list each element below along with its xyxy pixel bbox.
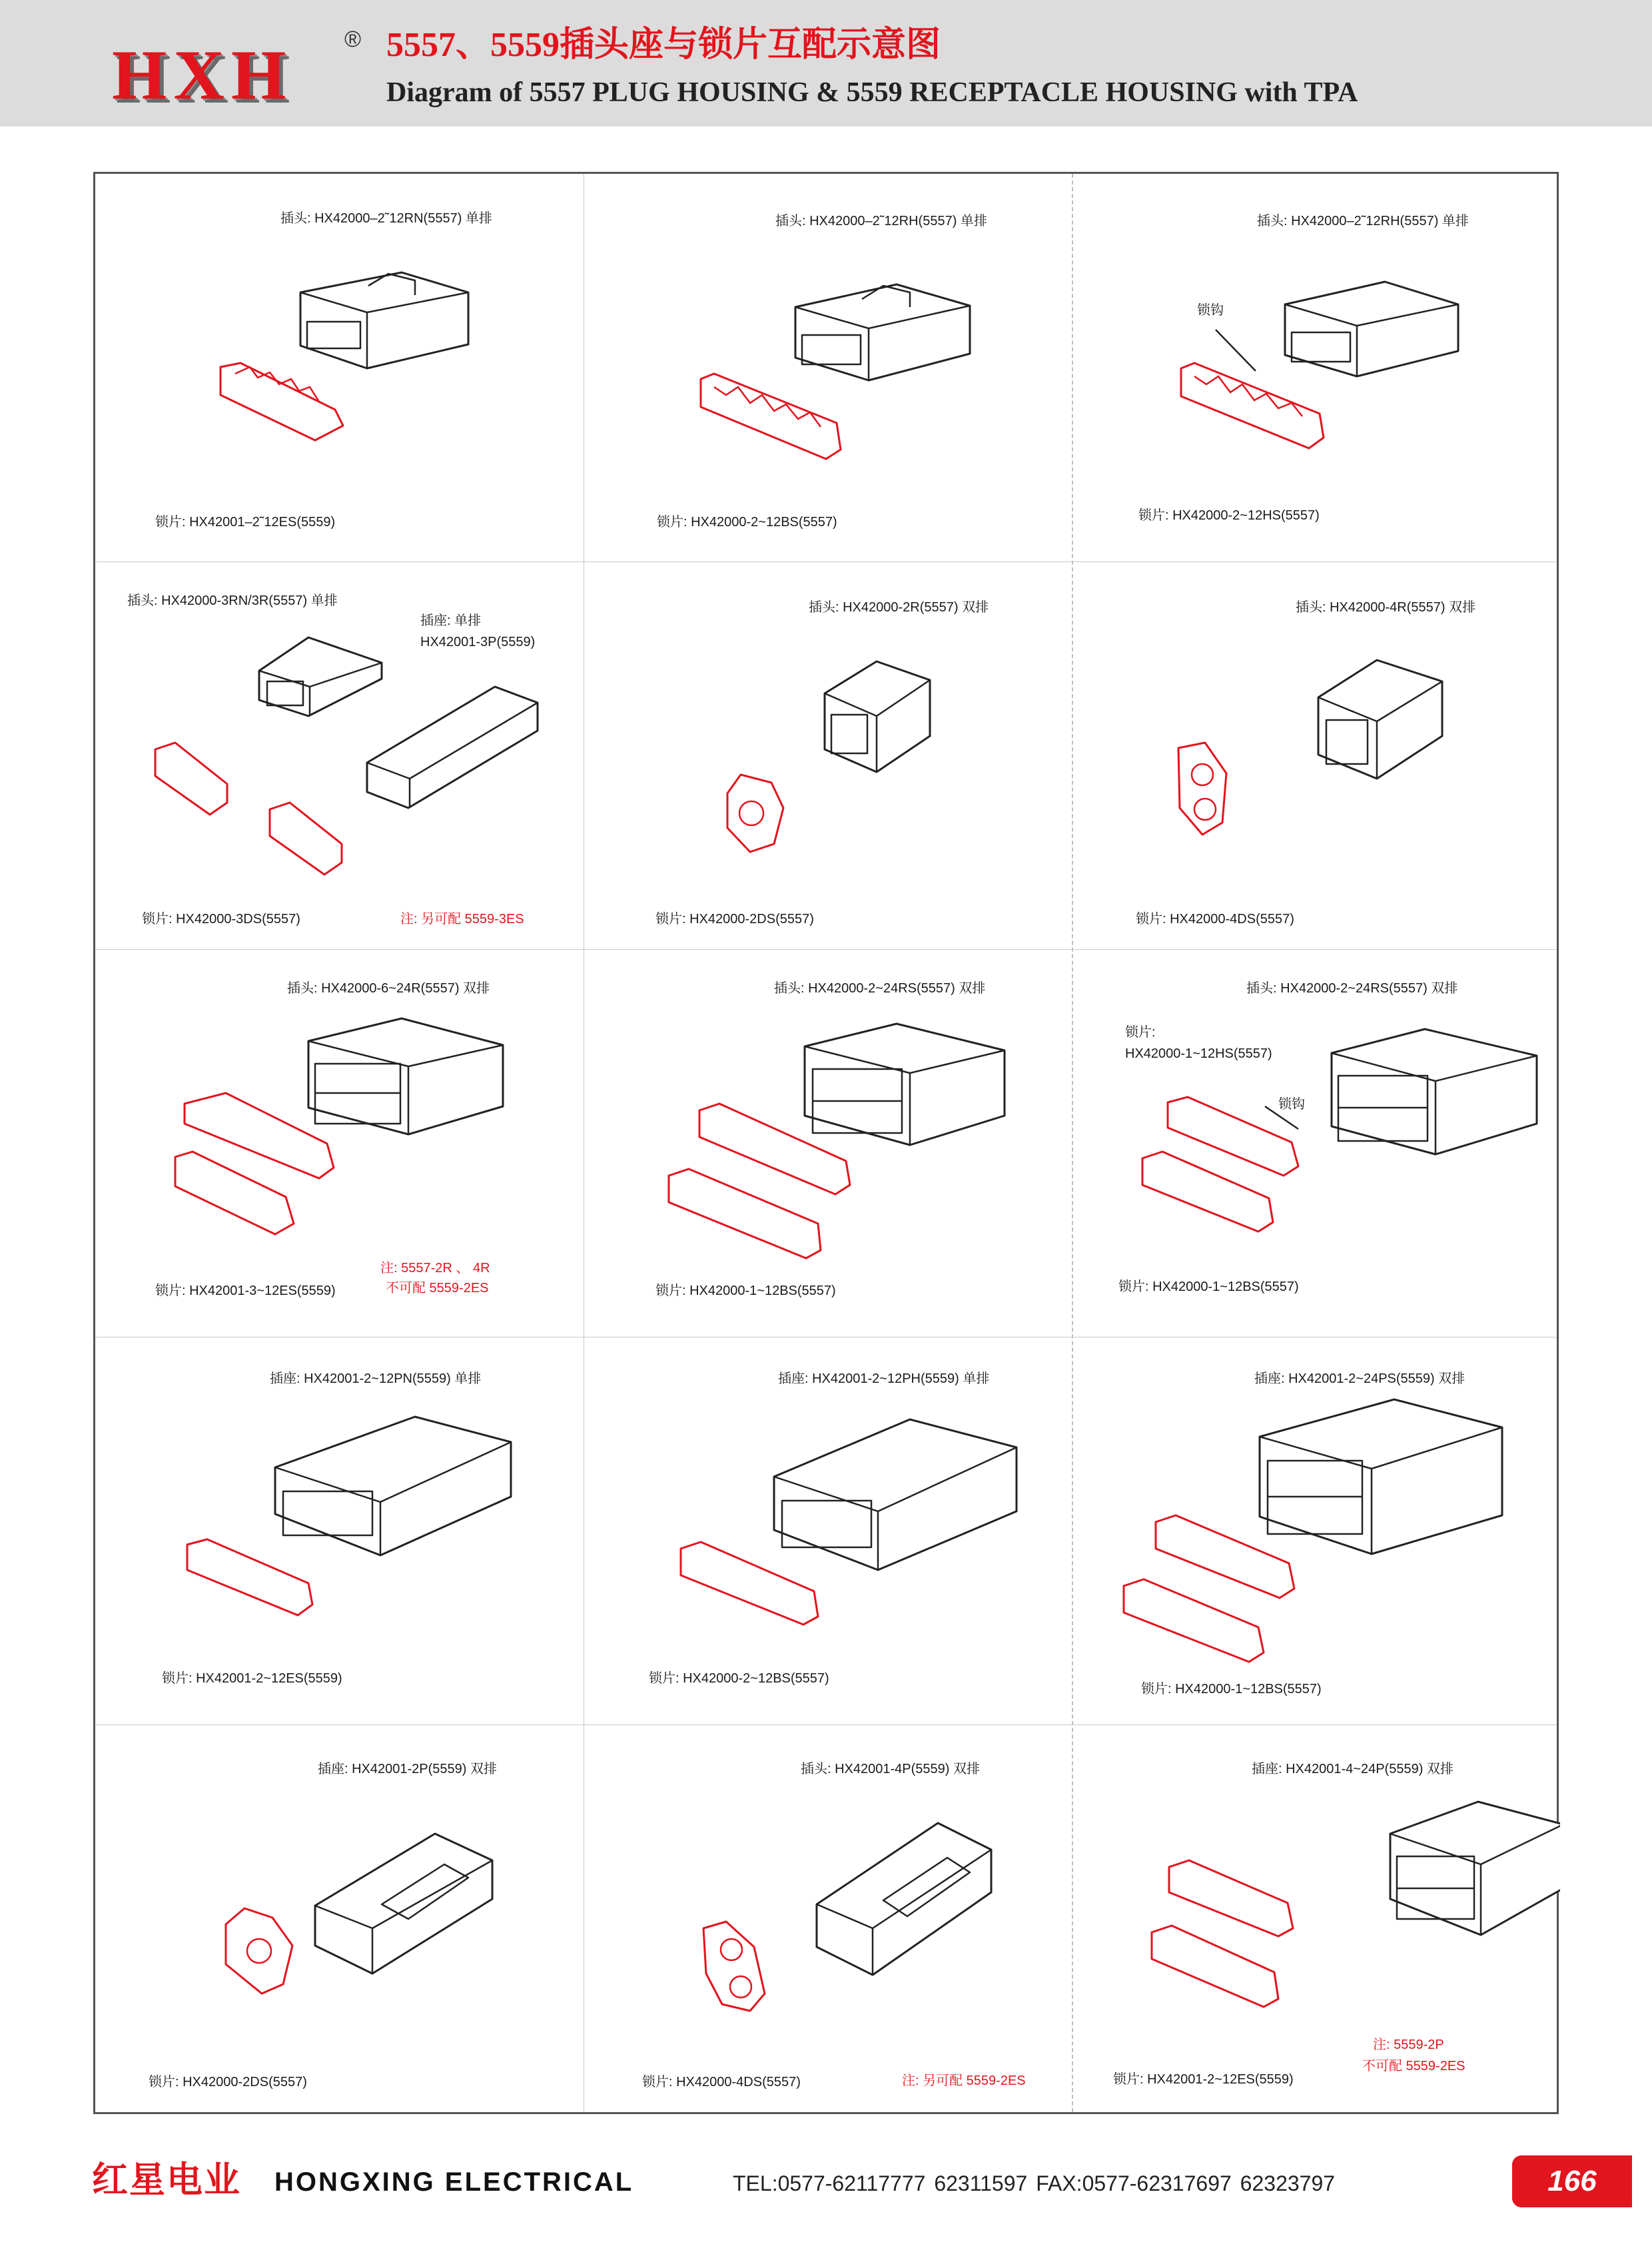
receptacle-label: 插座: HX42001-2~12PH(5559) 单排 [778, 1371, 990, 1386]
diagram-cell [95, 561, 584, 949]
receptacle-drawing [1260, 1399, 1502, 1554]
plug-label: 插头: HX42000-4R(5557) 双排 [1296, 600, 1476, 615]
receptacle-drawing [367, 687, 538, 808]
receptacle-drawing [315, 1834, 492, 1974]
latch-callout: 锁钩 [1197, 303, 1224, 318]
plug-housing-drawing [1332, 1029, 1537, 1154]
tpa-label: 锁片: HX42001-2~12ES(5559) [162, 1671, 342, 1686]
receptacle-label: 插座: HX42001-2~24PS(5559) 双排 [1254, 1371, 1465, 1386]
receptacle-label: 插座: HX42001-2P(5559) 双排 [318, 1762, 498, 1776]
diagram-cell [584, 561, 1072, 949]
company-name-en: HONGXING ELECTRICAL [274, 2167, 634, 2197]
plug-label: 插头: HX42000-2R(5557) 双排 [809, 600, 989, 615]
connector-illustration [584, 949, 1072, 1337]
tpa-label: 锁片: HX42001–2˜12ES(5559) [155, 515, 336, 530]
connector-illustration [95, 1337, 584, 1724]
tpa-hook-part-label: HX42000-1~12HS(5557) [1125, 1046, 1272, 1061]
plug-housing-drawing [300, 272, 468, 368]
tpa-label: 锁片: HX42000-4DS(5557) [1136, 912, 1294, 927]
plug-label: 插头: HX42000-2~24RS(5557) 双排 [774, 981, 986, 996]
brand-logo: HXH [112, 36, 293, 114]
tpa-label: 锁片: HX42000-3DS(5557) [142, 912, 300, 927]
tpa-drawing [703, 1922, 765, 2011]
compat-note: 注: 5557-2R 、 4R [380, 1261, 490, 1276]
tpa-drawing [669, 1104, 850, 1258]
tpa-drawing [220, 363, 343, 440]
diagram-cell [584, 1337, 1072, 1724]
latch-callout: 锁钩 [1278, 1097, 1305, 1112]
tpa-label: 锁片: HX42000-2DS(5557) [655, 912, 814, 927]
tpa-drawing [1124, 1515, 1294, 1662]
registered-mark: ® [344, 27, 362, 52]
tpa-drawing [226, 1908, 292, 1994]
tpa-drawing [727, 775, 783, 852]
diagram-cell [95, 1724, 584, 2112]
tpa-label: 锁片: HX42000-2~12BS(5557) [649, 1671, 829, 1686]
connector-illustration [584, 561, 1072, 949]
plug-label: 插头: HX42000-6~24R(5557) 双排 [287, 981, 490, 996]
plug-label: 插头: HX42000–2˜12RH(5557) 单排 [1257, 214, 1469, 228]
receptacle-label: 插座: HX42001-4~24P(5559) 双排 [1252, 1762, 1453, 1776]
compat-note: 不可配 5559-2ES [386, 1281, 489, 1296]
tpa-label: 锁片: HX42000-2DS(5557) [149, 2075, 307, 2089]
connector-illustration [95, 949, 584, 1337]
diagram-cell [1072, 1724, 1560, 2112]
receptacle-part-label: HX42001-3P(5559) [420, 635, 536, 649]
connector-illustration [1072, 174, 1560, 561]
tpa-label: 锁片: HX42000-1~12BS(5557) [655, 1284, 836, 1298]
contact-info: TEL:0577-62117777 62311597 FAX:0577-62317697 62323797 [733, 2171, 1336, 2195]
diagram-cell [1072, 174, 1560, 561]
tpa-label: 锁片: HX42001-3~12ES(5559) [155, 1284, 336, 1298]
connector-illustration [584, 174, 1072, 561]
compat-note: 注: 另可配 5559-3ES [400, 912, 524, 927]
diagram-grid [93, 172, 1559, 2114]
plug-label: 插头: HX42001-4P(5559) 双排 [801, 1762, 981, 1776]
tpa-drawing [155, 743, 342, 875]
tpa-label: 锁片: HX42000-1~12BS(5557) [1141, 1682, 1322, 1696]
tpa-hook-label: 锁片: [1125, 1025, 1156, 1040]
receptacle-drawing [275, 1417, 511, 1555]
plug-housing-drawing [805, 1024, 1005, 1145]
tpa-drawing [1181, 363, 1324, 448]
tpa-drawing [701, 374, 841, 459]
diagram-cell [584, 1724, 1072, 2112]
diagram-cell [1072, 561, 1560, 949]
plug-housing-drawing [308, 1018, 503, 1134]
connector-illustration [584, 1337, 1072, 1724]
receptacle-drawing [774, 1419, 1017, 1570]
plug-housing-drawing [795, 284, 970, 380]
plug-label: 插头: HX42000-3RN/3R(5557) 单排 [127, 593, 338, 608]
tpa-label: 锁片: HX42000-1~12BS(5557) [1118, 1280, 1299, 1294]
tpa-label: 锁片: HX42000-4DS(5557) [642, 2075, 801, 2089]
tpa-drawing [1142, 1097, 1298, 1232]
receptacle-label: 插座: 单排 [420, 613, 482, 628]
plug-housing-drawing [1285, 282, 1458, 376]
tpa-label: 锁片: HX42001-2~12ES(5559) [1113, 2072, 1294, 2087]
diagram-cell [95, 949, 584, 1337]
page-title-cn: 5557、5559插头座与锁片互配示意图 [386, 26, 941, 64]
compat-note: 不可配 5559-2ES [1362, 2059, 1465, 2073]
page-title-en: Diagram of 5557 PLUG HOUSING & 5559 RECEPTACLE HOUSING with TPA [386, 77, 1358, 108]
tpa-drawing [187, 1539, 312, 1615]
plug-label: 插头: HX42000–2˜12RN(5557) 单排 [280, 211, 492, 226]
plug-label: 插头: HX42000-2~24RS(5557) 双排 [1246, 981, 1458, 996]
tpa-drawing [681, 1542, 818, 1625]
receptacle-drawing [1390, 1802, 1560, 1935]
diagram-cell [1072, 1337, 1560, 1724]
tpa-drawing [175, 1093, 334, 1234]
connector-illustration [95, 174, 584, 561]
diagram-cell [95, 1337, 584, 1724]
connector-illustration [584, 1724, 1072, 2112]
connector-illustration [95, 1724, 584, 2112]
tpa-label: 锁片: HX42000-2~12HS(5557) [1138, 508, 1320, 523]
tpa-label: 锁片: HX42000-2~12BS(5557) [657, 515, 837, 530]
compat-note: 注: 另可配 5559-2ES [902, 2073, 1026, 2088]
diagram-cell [95, 174, 584, 561]
page-number-badge [1512, 2155, 1632, 2207]
compat-note: 注: 5559-2P [1373, 2038, 1444, 2052]
tpa-drawing [1152, 1860, 1293, 2007]
connector-illustration [95, 561, 584, 949]
plug-label: 插头: HX42000–2˜12RH(5557) 单排 [775, 214, 987, 228]
tpa-drawing [1178, 743, 1226, 835]
diagram-cell [584, 174, 1072, 561]
connector-illustration [1072, 561, 1560, 949]
plug-housing-drawing [825, 661, 930, 772]
diagram-cell [1072, 949, 1560, 1337]
diagram-cell [584, 949, 1072, 1337]
receptacle-label: 插座: HX42001-2~12PN(5559) 单排 [270, 1371, 482, 1386]
receptacle-drawing [817, 1823, 991, 1975]
plug-housing-drawing [1318, 660, 1442, 779]
company-name-cn: 红星电业 [92, 2160, 241, 2200]
plug-housing-drawing [259, 637, 382, 716]
connector-illustration [1072, 1724, 1560, 2112]
page-header [0, 0, 1652, 127]
connector-illustration [1072, 1337, 1560, 1724]
page-number: 166 [1547, 2165, 1597, 2197]
